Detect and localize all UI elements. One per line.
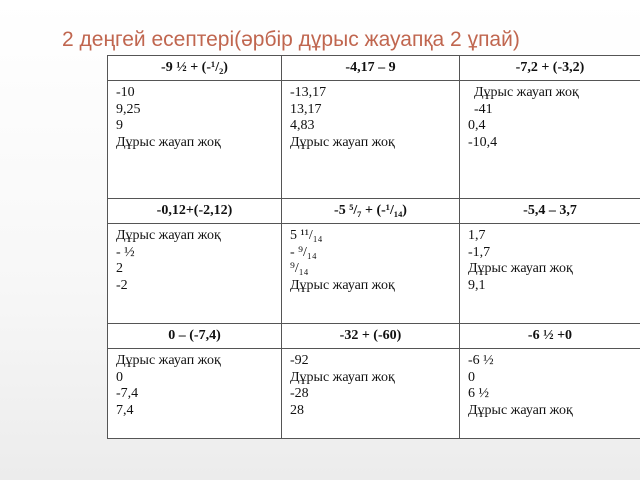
answer-row-2	[108, 224, 640, 324]
problem-header-1: -9 ½ + (-¹/₂)	[108, 56, 282, 81]
answer-option: -1,7	[468, 244, 491, 260]
header-row-2	[108, 199, 640, 224]
answer-option: 1,7	[468, 228, 486, 243]
answer-option: Дұрыс жауап жоқ	[116, 134, 221, 150]
answer-option: 0	[468, 369, 475, 385]
answer-option: 9,1	[468, 277, 486, 293]
answer-option: Дұрыс жауап жоқ	[468, 261, 573, 276]
answer-cell-2	[282, 81, 460, 199]
answer-option: -13,17	[290, 85, 327, 100]
answer-option: -2	[116, 277, 128, 293]
answer-cell-9	[460, 349, 640, 439]
answer-option: Дұрыс жауап жоқ	[468, 402, 573, 418]
answer-option: 9	[116, 118, 123, 133]
answer-cell-8	[282, 349, 460, 439]
answer-option: -10,4	[468, 134, 498, 150]
problem-header-4: -0,12+(-2,12)	[108, 199, 282, 224]
answer-cell-6	[460, 224, 640, 324]
answer-option: -7,4	[116, 386, 139, 401]
answer-cell-1	[108, 81, 282, 199]
answer-option: -10	[116, 85, 135, 100]
answer-option: 0,4	[468, 118, 486, 133]
answer-cell-5	[282, 224, 460, 324]
answer-option: Дұрыс жауап жоқ	[290, 134, 395, 150]
answer-option: -6 ½	[468, 353, 494, 368]
problem-header-7: 0 – (-7,4)	[108, 324, 282, 349]
problem-header-8: -32 + (-60)	[282, 324, 460, 349]
problem-header-6: -5,4 – 3,7	[460, 199, 640, 224]
answer-cell-4	[108, 224, 282, 324]
answer-option: 0	[116, 369, 123, 385]
header-row-1	[108, 56, 640, 81]
answer-option: 6 ½	[468, 386, 489, 401]
answer-option: 5 ¹¹/₁₄	[290, 228, 323, 243]
answer-option: 28	[290, 402, 304, 418]
problem-header-3: -7,2 + (-3,2)	[460, 56, 640, 81]
answer-option: Дұрыс жауап жоқ	[116, 228, 221, 243]
answer-option: - ½	[116, 244, 135, 260]
answer-option: 7,4	[116, 402, 134, 418]
answer-row-1	[108, 81, 640, 199]
answer-option: 13,17	[290, 101, 322, 117]
answer-option: - ⁹/₁₄	[290, 244, 317, 260]
answer-option: -92	[290, 353, 309, 368]
answer-row-3	[108, 349, 640, 439]
page-title: 2 деңгей есептері(әрбір дұрыс жауапқа 2 ұпай)	[62, 28, 520, 51]
answer-option: Дұрыс жауап жоқ	[290, 369, 395, 385]
answer-option: ⁹/₁₄	[290, 261, 309, 276]
answer-table	[107, 55, 640, 439]
answer-option: -41	[474, 101, 493, 117]
answer-option: Дұрыс жауап жоқ	[290, 277, 395, 293]
header-row-3	[108, 324, 640, 349]
answer-option: Дұрыс жауап жоқ	[116, 353, 221, 368]
problem-header-2: -4,17 – 9	[282, 56, 460, 81]
answer-option: 9,25	[116, 101, 141, 117]
answer-option: 2	[116, 261, 123, 276]
answer-option: 4,83	[290, 118, 315, 133]
answer-option: -28	[290, 386, 309, 401]
answer-cell-3	[460, 81, 640, 199]
answer-option: Дұрыс жауап жоқ	[474, 85, 579, 100]
problem-header-9: -6 ½ +0	[460, 324, 640, 349]
problem-header-5: -5 ⁵/₇ + (-¹/₁₄)	[282, 199, 460, 224]
answer-cell-7	[108, 349, 282, 439]
